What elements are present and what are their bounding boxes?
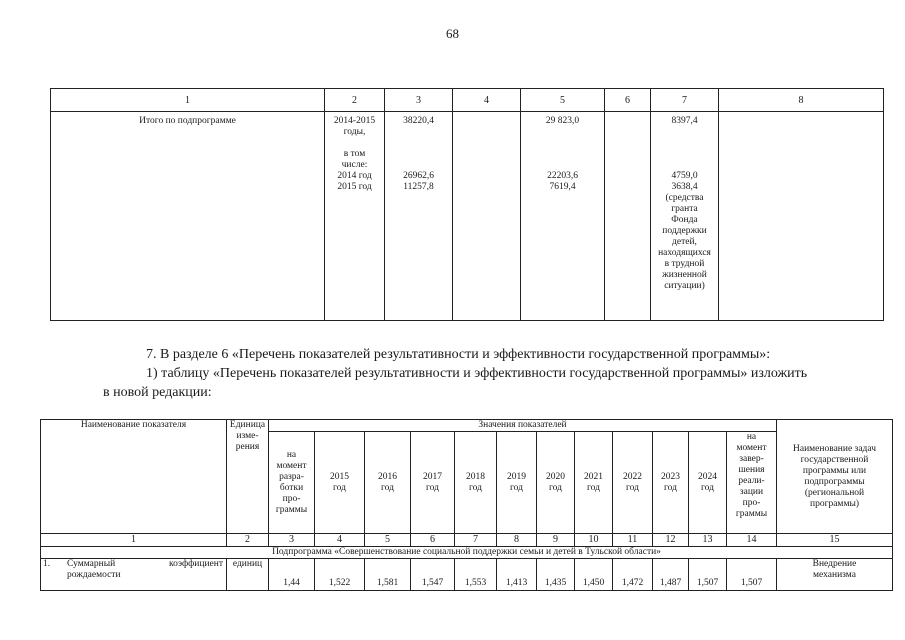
- t2-value: 1,547: [411, 559, 455, 591]
- t2-colnum: 8: [497, 534, 537, 547]
- t2-header-row-1: [41, 420, 893, 432]
- t2-colnum: 15: [777, 534, 893, 547]
- table1-total-row: [51, 112, 884, 321]
- t2-tasks-line: Наименование задач: [793, 443, 876, 454]
- t2-subprogram-row: [41, 547, 893, 559]
- t2-year-header: 2023 год: [653, 432, 689, 534]
- t1-value: 4759,0: [671, 171, 698, 181]
- instruction-paragraph-cont: в новой редакции:: [103, 385, 212, 400]
- t1-col-5: 5: [521, 89, 605, 112]
- t2-hdr-line: про-: [282, 493, 301, 504]
- indicators-table: [40, 419, 893, 591]
- t1-period-line: 2014 год: [337, 171, 372, 181]
- t2-colnum: 1: [41, 534, 227, 547]
- t2-value: 1,507: [727, 559, 777, 591]
- t1-note-line: Фонда: [671, 215, 698, 225]
- t2-year-header: 2015 год: [315, 432, 365, 534]
- t2-tasks-line: программы): [809, 498, 860, 509]
- t1-period-line: [325, 138, 384, 149]
- page-number: 68: [446, 26, 459, 41]
- t2-unit-line: Единица: [229, 420, 266, 430]
- t1-col-3: 3: [385, 89, 453, 112]
- t1-period-line: 2015 год: [337, 182, 372, 192]
- t2-tasks-line: программы или: [802, 465, 867, 476]
- t2-subprogram-title: Подпрограмма «Совершенствование социальной поддержки семьи и детей в Тульской области»: [41, 547, 893, 559]
- t1-value: 22203,6: [547, 171, 578, 181]
- t2-value: 1,522: [315, 559, 365, 591]
- t1-col-2: 2: [325, 89, 385, 112]
- t2-colnum: 11: [613, 534, 653, 547]
- t2-hdr-line: реали-: [738, 476, 765, 486]
- t1-note-line: детей,: [672, 237, 697, 247]
- t2-value: 1,553: [455, 559, 497, 591]
- t2-column-numbers-row: [41, 534, 893, 547]
- t1-period-line: 2014-2015: [333, 116, 376, 126]
- t2-hdr-line: на: [286, 449, 297, 460]
- t2-unit-header: [227, 420, 269, 534]
- t2-value: 1,581: [365, 559, 411, 591]
- t2-unit-line: изме-: [236, 431, 259, 441]
- t2-colnum: 4: [315, 534, 365, 547]
- table1-header-row: [51, 89, 884, 112]
- t1-note-line: (средства: [665, 193, 704, 203]
- t2-year-header: 2021 год: [575, 432, 613, 534]
- t2-tasks-line: (региональной: [804, 487, 865, 498]
- t1-period-line: в том: [343, 149, 366, 159]
- t1-value: 29 823,0: [545, 116, 580, 126]
- t2-at-development-header: [269, 432, 315, 534]
- t2-task: Внедрение механизма: [777, 559, 893, 591]
- t2-at-completion-header: [727, 432, 777, 534]
- t2-value: 1,450: [575, 559, 613, 591]
- t1-note-line: находящихся: [658, 248, 711, 258]
- t1-col4-cell: [453, 112, 521, 321]
- t2-colnum: 2: [227, 534, 269, 547]
- t2-tasks-header: [777, 420, 893, 534]
- t2-colnum: 12: [653, 534, 689, 547]
- t2-indicator-name: [41, 559, 227, 591]
- t2-year-header: 2020 год: [537, 432, 575, 534]
- t1-value: 7619,4: [549, 182, 576, 192]
- t2-colnum: 5: [365, 534, 411, 547]
- t1-value: 8397,4: [671, 116, 698, 126]
- t1-col-7: 7: [651, 89, 719, 112]
- t1-regional-funds: [521, 112, 605, 321]
- t2-value: 1,487: [653, 559, 689, 591]
- t1-value: 11257,8: [403, 182, 434, 192]
- t1-col6-cell: [605, 112, 651, 321]
- t2-year-header: 2019 год: [497, 432, 537, 534]
- t2-value: 1,413: [497, 559, 537, 591]
- t2-unit: единиц: [227, 559, 269, 591]
- t2-hdr-line: про-: [742, 498, 761, 508]
- t1-col8-cell: [719, 112, 884, 321]
- t2-hdr-line: момент: [736, 443, 767, 453]
- t2-tasks-line: государственной: [800, 454, 869, 465]
- t2-colnum: 9: [537, 534, 575, 547]
- t2-colnum: 14: [727, 534, 777, 547]
- t2-hdr-line: ботки: [279, 482, 304, 493]
- t1-value: 38220,4: [403, 116, 434, 126]
- t2-indicator-text: Суммарный коэффициент рождаемости: [67, 559, 223, 580]
- t1-note-line: гранта: [671, 204, 698, 214]
- t1-note-line: ситуации): [664, 281, 705, 291]
- t1-col-1: 1: [51, 89, 325, 112]
- t1-period: [325, 112, 385, 321]
- t1-grant-funds: [651, 112, 719, 321]
- t2-row-number: 1.: [43, 559, 51, 569]
- t1-value: 26962,6: [403, 171, 434, 181]
- t2-hdr-line: граммы: [275, 504, 308, 515]
- t1-note-line: поддержки: [662, 226, 707, 236]
- t2-value: 1,507: [689, 559, 727, 591]
- table-row: [41, 559, 893, 591]
- t2-hdr-line: шения: [738, 465, 765, 475]
- t1-col-4: 4: [453, 89, 521, 112]
- t2-hdr-line: момент: [276, 460, 307, 471]
- t2-unit-line: рения: [235, 442, 260, 452]
- t2-colnum: 10: [575, 534, 613, 547]
- instruction-paragraph: 1) таблицу «Перечень показателей результативности и эффективности государственной программы» изложить: [146, 366, 808, 381]
- t2-colnum: 3: [269, 534, 315, 547]
- t1-note-line: в трудной: [664, 259, 705, 269]
- t2-value: 1,435: [537, 559, 575, 591]
- subprogram-totals-table: [50, 88, 884, 321]
- t1-note-line: жизненной: [662, 270, 707, 280]
- t2-colnum: 7: [455, 534, 497, 547]
- t2-colnum: 13: [689, 534, 727, 547]
- t2-year-header: 2016 год: [365, 432, 411, 534]
- t2-indicator-name-header: Наименование показателя: [41, 420, 227, 534]
- t2-value: 1,44: [269, 559, 315, 591]
- section-paragraph: 7. В разделе 6 «Перечень показателей результативности и эффективности государственной программы»:: [146, 347, 771, 362]
- t1-period-line: годы,: [343, 127, 366, 137]
- t2-year-header: 2018 год: [455, 432, 497, 534]
- t2-tasks-line: подпрограммы: [804, 476, 865, 487]
- t1-col-8: 8: [719, 89, 884, 112]
- t2-colnum: 6: [411, 534, 455, 547]
- t2-hdr-line: на: [746, 432, 757, 442]
- t2-year-header: 2017 год: [411, 432, 455, 534]
- t2-hdr-line: граммы: [735, 509, 768, 519]
- t2-year-header: 2024 год: [689, 432, 727, 534]
- t2-hdr-line: разра-: [279, 471, 304, 482]
- t1-row-label: Итого по подпрограмме: [51, 112, 325, 321]
- t1-value: 3638,4: [671, 182, 698, 192]
- t1-col-6: 6: [605, 89, 651, 112]
- t2-value: 1,472: [613, 559, 653, 591]
- t2-year-header: 2022 год: [613, 432, 653, 534]
- t1-total-funds: [385, 112, 453, 321]
- t2-hdr-line: завер-: [739, 454, 764, 464]
- t2-values-group-header: Значения показателей: [269, 420, 777, 432]
- t2-hdr-line: зации: [739, 487, 764, 497]
- t1-period-line: числе:: [341, 160, 368, 170]
